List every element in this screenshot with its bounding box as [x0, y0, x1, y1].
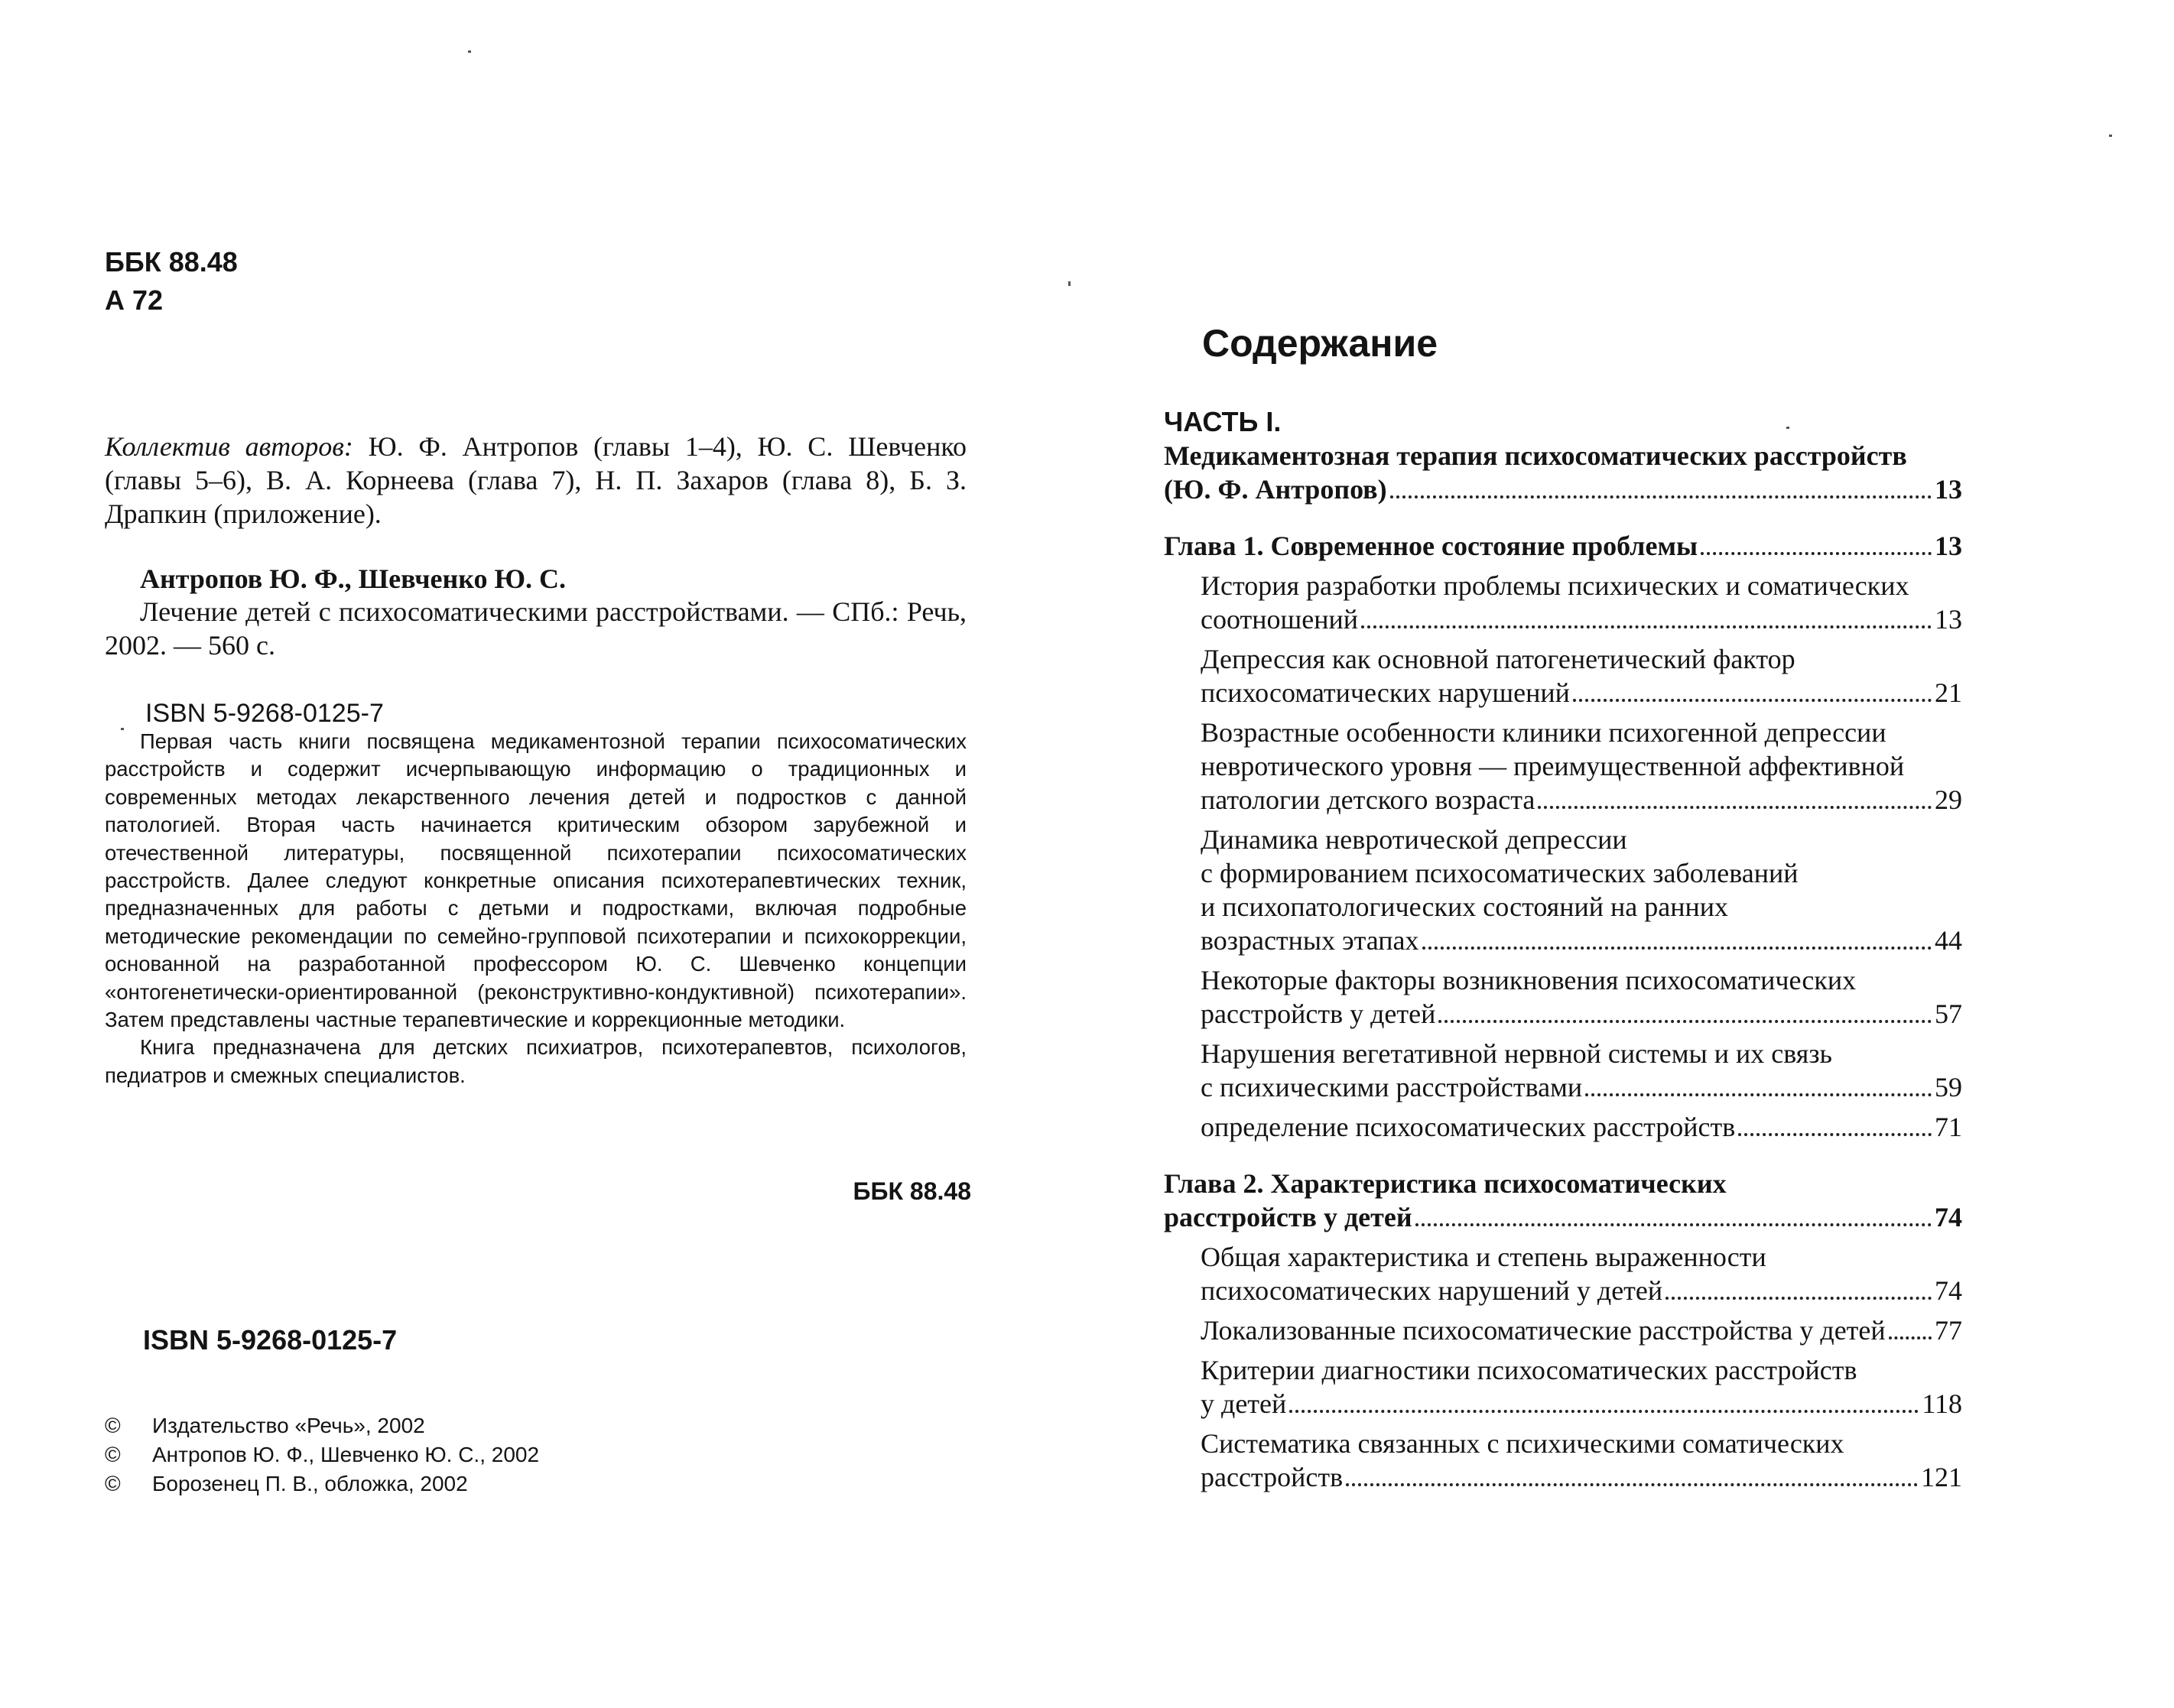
- toc-entry-line: [1201, 1110, 1962, 1144]
- toc-entry-title-end: соотношений: [1201, 604, 1358, 635]
- copyright-line: [105, 1469, 539, 1499]
- isbn-top: ISBN 5-9268-0125-7: [145, 699, 384, 728]
- dot-leader: [1585, 1093, 1932, 1096]
- dot-leader: [1538, 806, 1932, 809]
- dot-leader: [1422, 947, 1932, 950]
- toc-entry-line: [1201, 1313, 1962, 1347]
- dot-leader: [1438, 1020, 1932, 1023]
- toc-entry-title-end: психосоматических нарушений: [1201, 677, 1570, 708]
- toc-page-number: 13: [1935, 604, 1962, 635]
- toc-entry[interactable]: [1201, 1313, 1962, 1347]
- toc-entry-title-end: расстройств у детей: [1201, 998, 1436, 1029]
- toc-entry-line: [1201, 783, 1962, 817]
- bbk-code: ББК 88.48: [105, 246, 238, 278]
- toc-entry[interactable]: [1201, 716, 1962, 817]
- toc-entry-line: [1164, 1200, 1962, 1234]
- toc-entry[interactable]: [1201, 1037, 1962, 1104]
- dot-leader: [1665, 1297, 1932, 1300]
- toc-entry-title-end: у детей: [1201, 1388, 1287, 1419]
- toc-page-number: 21: [1935, 677, 1962, 708]
- copyright-icon: ©: [105, 1414, 121, 1437]
- dot-leader: [1701, 552, 1932, 555]
- toc-page-number: 59: [1935, 1072, 1962, 1102]
- toc-entry[interactable]: [1164, 529, 1962, 563]
- toc-entry-line: [1201, 1460, 1962, 1494]
- toc-entry-title-end: психосоматических нарушений у детей: [1201, 1275, 1663, 1306]
- toc-page-number: 44: [1935, 925, 1962, 956]
- scan-speck: [1786, 427, 1789, 429]
- abstract-paragraph: Первая часть книги посвящена медикаментозной терапии психосоматических расстройств и содержит исчерпывающую информацию о традиционных и современных методах лекарственного лечения детей и подростков с данной патологией. Вторая часть начинается критическим обзором зарубежной и отечественной литературы, посвященной психотерапии психосоматических расстройств. Далее следуют конкретные описания психотерапевтических техник, предназначенных для работы с детьми и подростками, включая подробные методические рекомендации по семейно-групповой психотерапии и психокоррекции, основанной на разработанной профессором Ю. С. Шевченко концепции «онтогенетически-ориентированной (реконструктивно-кондуктивной) психотерапии». Затем представлены частные терапевтические и коррекционные методики.: [105, 729, 967, 1032]
- bbk-code-bottom: ББК 88.48: [853, 1177, 971, 1205]
- toc-page-number: 118: [1922, 1388, 1962, 1419]
- copyright-icon: ©: [105, 1443, 121, 1466]
- toc-entry-title: Глава 2. Характеристика психосоматических: [1164, 1168, 1727, 1199]
- toc-entry-line: [1201, 1274, 1962, 1307]
- toc-page-number: 121: [1921, 1462, 1962, 1492]
- author-index: А 72: [105, 284, 164, 316]
- toc-entry[interactable]: [1164, 1167, 1962, 1234]
- dot-leader: [1346, 1483, 1918, 1486]
- toc-entry-title: Некоторые факторы возникновения психосоматических: [1201, 965, 1857, 995]
- dot-leader: [1289, 1410, 1919, 1413]
- authors-collective: [105, 430, 967, 531]
- toc-title: Содержание: [1202, 322, 1438, 365]
- dot-leader: [1415, 1223, 1932, 1226]
- toc-entry-title: Нарушения вегетативной нервной системы и их связь: [1201, 1038, 1832, 1069]
- abstract: [105, 728, 967, 1089]
- toc-entry-title: Медикаментозная терапия психосоматических расстройств: [1164, 440, 1907, 471]
- copyright-line: [105, 1440, 539, 1469]
- copyright-list: [105, 1411, 539, 1499]
- toc-page-number: 74: [1935, 1275, 1962, 1306]
- toc-entry[interactable]: [1164, 439, 1962, 506]
- toc-page-number: 74: [1935, 1202, 1962, 1232]
- copyright-line: [105, 1411, 539, 1440]
- toc-entry-title-end: определение психосоматических расстройств: [1201, 1112, 1736, 1142]
- toc-entry[interactable]: [1201, 569, 1962, 636]
- toc-page-number: 13: [1935, 474, 1962, 505]
- left-page: [0, 0, 1071, 1708]
- toc-entry-title-end: (Ю. Ф. Антропов): [1164, 474, 1387, 505]
- toc-entry[interactable]: [1201, 642, 1962, 710]
- toc-entry-title: Общая характеристика и степень выраженности: [1201, 1242, 1766, 1272]
- dot-leader: [1738, 1133, 1932, 1136]
- toc-entry-line: [1201, 997, 1962, 1031]
- citation-title: Лечение детей с психосоматическими расстройствами. — СПб.: Речь, 2002. — 560 с.: [105, 596, 967, 661]
- table-of-contents: [1164, 405, 1962, 1494]
- toc-entry-line: [1201, 1070, 1962, 1104]
- citation-authors: Антропов Ю. Ф., Шевченко Ю. С.: [140, 563, 567, 594]
- toc-entry-line: [1164, 472, 1962, 506]
- dot-leader: [1889, 1336, 1932, 1339]
- toc-page-number: 29: [1935, 784, 1962, 815]
- toc-entry-line: [1164, 529, 1962, 563]
- toc-entry-title-end: патологии детского возраста: [1201, 784, 1535, 815]
- toc-entry-title: Систематика связанных с психическими соматических: [1201, 1428, 1844, 1459]
- authors-text: Ю. Ф. Антропов (главы 1–4), Ю. С. Шевченко (главы 5–6), В. А. Корнеева (глава 7), Н. П. Захаров (глава 8), Б. З. Драпкин (приложение).: [105, 431, 967, 529]
- authors-label: Коллектив авторов:: [105, 431, 353, 462]
- toc-entry[interactable]: [1201, 963, 1962, 1031]
- abstract-paragraph: Книга предназначена для детских психиатров, психотерапевтов, психологов, педиатров и смежных специалистов.: [105, 1035, 967, 1087]
- part-label: ЧАСТЬ I.: [1164, 406, 1282, 437]
- toc-entry[interactable]: [1201, 1427, 1962, 1494]
- toc-entry-title-end: расстройств: [1201, 1462, 1344, 1492]
- toc-entry-line: [1201, 602, 1962, 636]
- toc-entry[interactable]: [1201, 1240, 1962, 1307]
- scan-speck: [468, 50, 471, 53]
- toc-entry-title-end: возрастных этапах: [1201, 925, 1419, 956]
- toc-entry-line: [1201, 676, 1962, 710]
- right-page: [1071, 0, 2174, 1708]
- bbk-block: [105, 243, 238, 320]
- dot-leader: [1573, 699, 1932, 702]
- toc-page-number: 13: [1935, 531, 1962, 561]
- toc-page-number: 71: [1935, 1112, 1962, 1142]
- scan-speck: [1068, 281, 1071, 286]
- toc-entry-title: История разработки проблемы психических и соматических: [1201, 570, 1909, 601]
- toc-page-number: 57: [1935, 998, 1962, 1029]
- dot-leader: [1390, 495, 1932, 498]
- toc-entry-line: [1201, 1387, 1962, 1421]
- isbn-bottom: ISBN 5-9268-0125-7: [143, 1324, 398, 1356]
- toc-entry-title-end: расстройств у детей: [1164, 1202, 1412, 1232]
- toc-entry-line: [1201, 924, 1962, 957]
- scan-speck: [2109, 135, 2112, 137]
- dot-leader: [1361, 625, 1932, 628]
- toc-entry[interactable]: [1201, 1110, 1962, 1144]
- toc-entry-title: Депрессия как основной патогенетический фактор: [1201, 644, 1795, 674]
- toc-entry-title: Критерии диагностики психосоматических расстройств: [1201, 1355, 1857, 1385]
- toc-entry[interactable]: [1201, 823, 1962, 957]
- toc-entry[interactable]: [1201, 1353, 1962, 1421]
- scan-speck: [121, 728, 124, 730]
- toc-entry-title: Возрастные особенности клиники психогенной депрессии невротического уровня — преимущественной аффективной: [1201, 717, 1905, 781]
- toc-page-number: 77: [1935, 1315, 1962, 1346]
- toc-entry-title-end: с психическими расстройствами: [1201, 1072, 1583, 1102]
- copyright-text: Антропов Ю. Ф., Шевченко Ю. С., 2002: [152, 1443, 540, 1466]
- toc-entry-title: Динамика невротической депрессии с формированием психосоматических заболеваний и психопатологических состояний на ранних: [1201, 824, 1799, 922]
- copyright-text: Издательство «Речь», 2002: [152, 1414, 425, 1437]
- copyright-icon: ©: [105, 1472, 121, 1495]
- toc-entry-title-end: Глава 1. Современное состояние проблемы: [1164, 531, 1698, 561]
- copyright-text: Борозенец П. В., обложка, 2002: [152, 1472, 468, 1495]
- toc-entry-title-end: Локализованные психосоматические расстройства у детей: [1201, 1315, 1886, 1346]
